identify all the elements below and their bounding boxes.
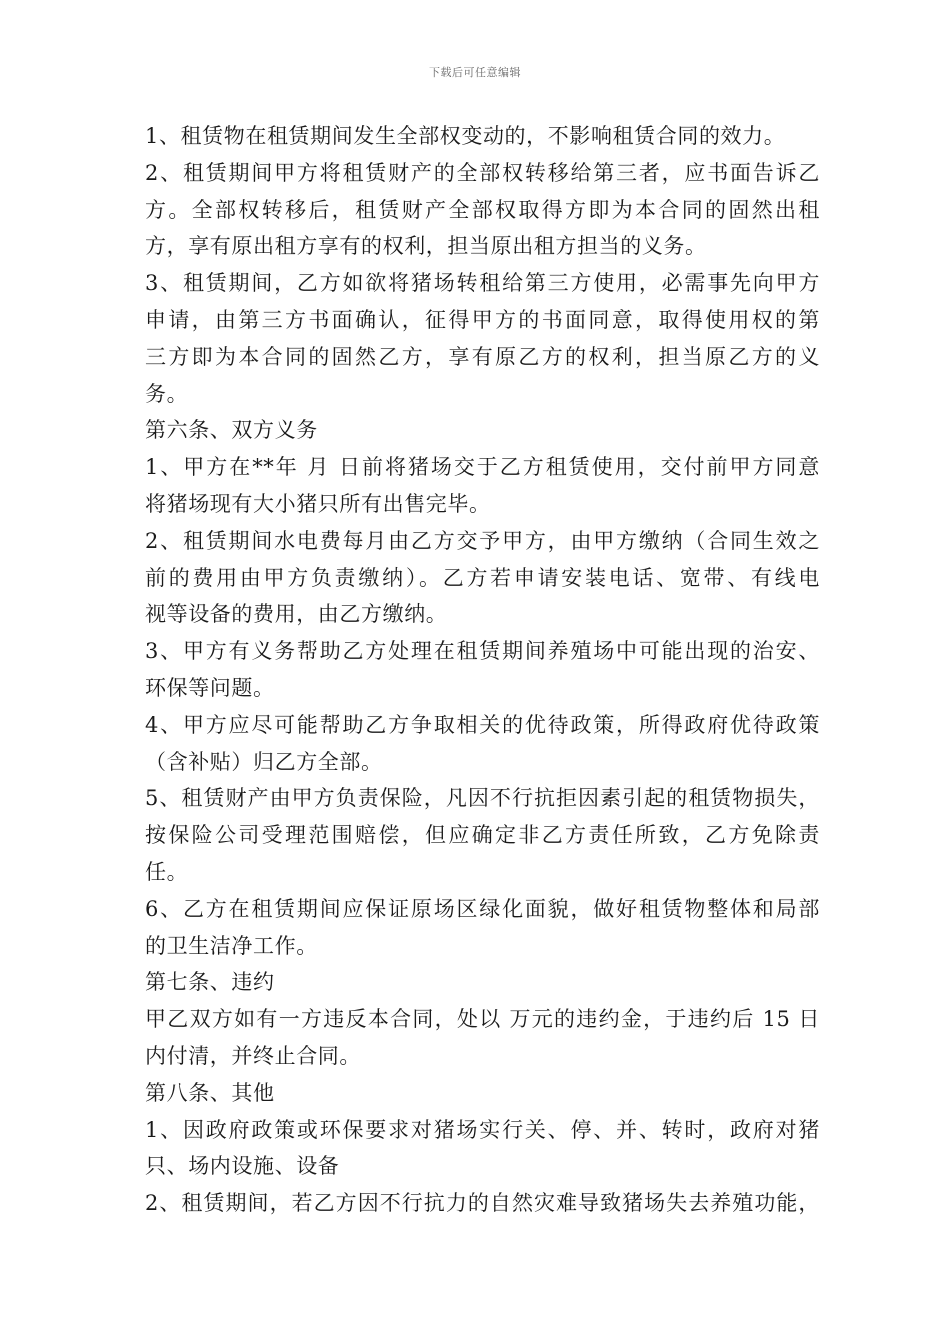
- text-line: 方，享有原出租方享有的权利，担当原出租方担当的义务。: [145, 234, 707, 259]
- text-line: 环保等问题。: [145, 675, 275, 700]
- text-line: 内付清，并终止合同。: [145, 1043, 361, 1068]
- text-line: 前的费用由甲方负责缴纳）。乙方若申请安装电话、宽带、有线电: [145, 565, 820, 590]
- header-note: 下载后可任意编辑: [429, 66, 521, 79]
- text-line: 三方即为本合同的固然乙方，享有原乙方的权利，担当原乙方的义: [145, 344, 820, 369]
- text-line: 1、甲方在**年 月 日前将猪场交于乙方租赁使用，交付前甲方同意: [145, 455, 820, 480]
- text-line: 将猪场现有大小猪只所有出售完毕。: [145, 491, 491, 516]
- text-line: 5、租赁财产由甲方负责保险，凡因不行抗拒因素引起的租赁物损失，: [145, 786, 820, 811]
- text-line: 任。: [145, 859, 189, 884]
- text-line: 2、租赁期间水电费每月由乙方交予甲方，由甲方缴纳（合同生效之: [145, 528, 820, 553]
- text-line: 申请，由第三方书面确认，征得甲方的书面同意，取得使用权的第: [145, 307, 820, 332]
- text-line: （含补贴）归乙方全部。: [145, 749, 383, 774]
- text-line: 2、租赁期间甲方将租赁财产的全部权转移给第三者，应书面告诉乙: [145, 160, 820, 185]
- text-line: 方。全部权转移后，租赁财产全部权取得方即为本合同的固然出租: [145, 197, 820, 222]
- text-line: 3、租赁期间，乙方如欲将猪场转租给第三方使用，必需事先向甲方: [145, 271, 820, 296]
- text-line: 3、甲方有义务帮助乙方处理在租赁期间养殖场中可能出现的治安、: [145, 639, 820, 664]
- text-line: 视等设备的费用，由乙方缴纳。: [145, 602, 448, 627]
- text-line: 只、场内设施、设备: [145, 1154, 340, 1179]
- text-line: 甲乙双方如有一方违反本合同，处以 万元的违约金，于违约后 15 日: [145, 1007, 820, 1032]
- text-line: 务。: [145, 381, 189, 406]
- text-line: 1、租赁物在租赁期间发生全部权变动的，不影响租赁合同的效力。: [145, 124, 786, 148]
- section-heading: 第八条、其他: [145, 1080, 275, 1105]
- text-line: 按保险公司受理范围赔偿，但应确定非乙方责任所致，乙方免除责: [145, 823, 820, 848]
- document-body: [145, 118, 820, 1222]
- section-heading: 第六条、双方义务: [145, 418, 318, 443]
- section-heading: 第七条、违约: [145, 970, 275, 995]
- text-line: 6、乙方在租赁期间应保证原场区绿化面貌，做好租赁物整体和局部: [145, 896, 820, 921]
- text-line: 4、甲方应尽可能帮助乙方争取相关的优待政策，所得政府优待政策: [145, 712, 820, 737]
- text-line: 2、租赁期间，若乙方因不行抗力的自然灾难导致猪场失去养殖功能，: [145, 1191, 820, 1216]
- text-line: 1、因政府政策或环保要求对猪场实行关、停、并、转时，政府对猪: [145, 1117, 820, 1142]
- text-line: 的卫生洁净工作。: [145, 933, 318, 958]
